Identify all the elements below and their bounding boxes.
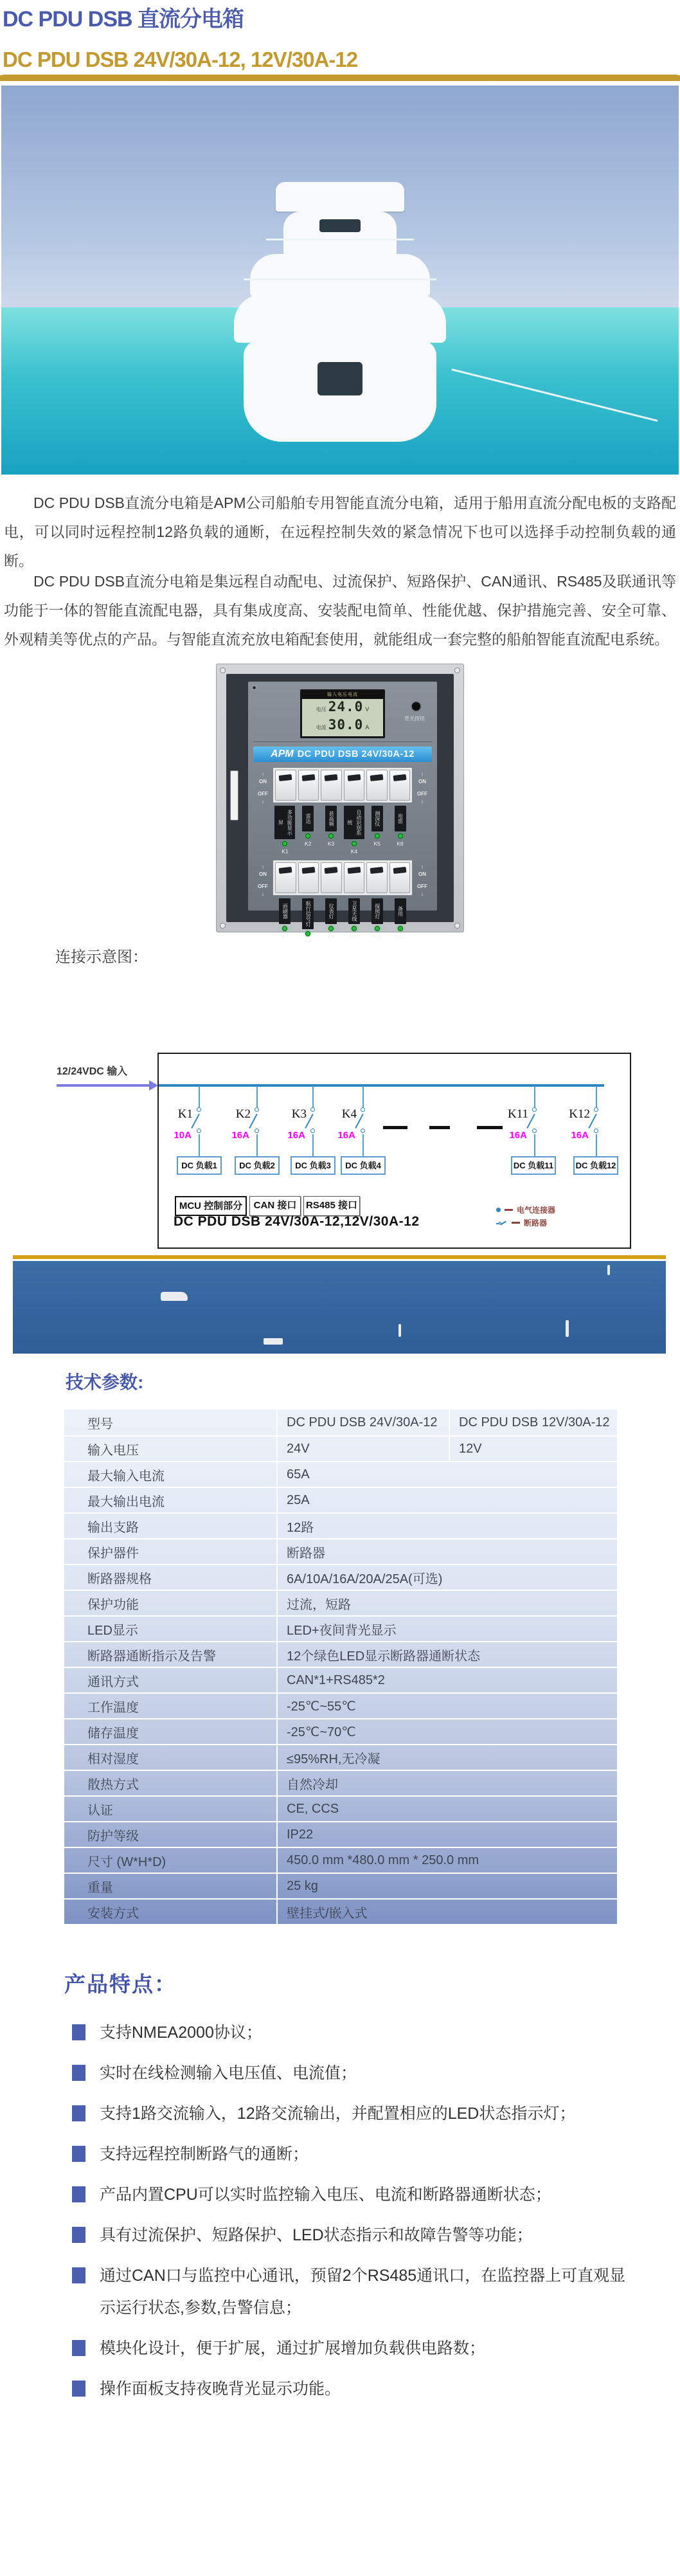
dc-bus-line bbox=[159, 1084, 604, 1087]
load-box: DC 负载2 bbox=[235, 1156, 280, 1175]
breaker-rocker bbox=[366, 770, 388, 801]
on-label: ON bbox=[418, 871, 426, 877]
on-label: ON bbox=[418, 779, 426, 785]
breaker-k3: 甚高频 K3 bbox=[321, 806, 342, 855]
on-off-legend-left bbox=[253, 860, 273, 945]
breaker-k12: 备用 K12 bbox=[389, 898, 411, 945]
load-box: DC 负载4 bbox=[341, 1156, 386, 1175]
breaker-rating: 16A bbox=[571, 1130, 589, 1141]
diagram-title: DC PDU DSB 24V/30A-12,12V/30A-12 bbox=[174, 1214, 420, 1229]
led-indicator bbox=[398, 926, 403, 931]
led-indicator bbox=[328, 926, 334, 931]
table-row: 通讯方式 CAN*1+RS485*2 bbox=[64, 1667, 617, 1692]
down-arrow-icon: ↓ bbox=[261, 798, 265, 804]
led-indicator bbox=[375, 833, 380, 839]
connection-diagram bbox=[0, 1019, 680, 1258]
breaker-symbol-icon bbox=[496, 1220, 508, 1226]
table-row: 重量 25 kg bbox=[64, 1873, 617, 1898]
list-item: 具有过流保护、短路保护、LED状态指示和故障告警等功能； bbox=[72, 2219, 644, 2251]
connector-node-icon bbox=[594, 1129, 598, 1133]
sea-banner-photo bbox=[13, 1255, 666, 1354]
breaker-rocker bbox=[321, 862, 342, 893]
branch-wire bbox=[312, 1134, 314, 1156]
breaker-k11: 探照灯 K11 bbox=[366, 898, 388, 945]
breaker-rocker bbox=[275, 770, 296, 801]
list-item: 模块化设计，便于扩展，通过扩展增加负载供电路数； bbox=[72, 2332, 644, 2364]
table-row: 保护器件 断路器 bbox=[64, 1538, 617, 1564]
table-row: 输出支路 12路 bbox=[64, 1512, 617, 1538]
connector-node-icon bbox=[310, 1107, 315, 1112]
boat-deck bbox=[250, 254, 430, 296]
sailboat-speck bbox=[398, 1324, 401, 1337]
breaker-id: K1 bbox=[177, 1107, 193, 1121]
display-section bbox=[253, 685, 432, 742]
breaker-k7: 雨刷器 K7 bbox=[274, 898, 296, 945]
boat-main-deck bbox=[234, 294, 446, 343]
bullet-square-icon bbox=[72, 2340, 85, 2356]
breaker-k10: 卫星天线 K10 bbox=[343, 898, 364, 945]
led-indicator bbox=[328, 833, 334, 839]
boat-railing bbox=[244, 278, 436, 280]
breaker-strip bbox=[273, 767, 413, 803]
screw-icon bbox=[220, 923, 226, 929]
list-item: 实时在线检测输入电压值、电流值； bbox=[72, 2057, 644, 2089]
led-indicator bbox=[352, 841, 357, 846]
load-box: DC 负载1 bbox=[177, 1156, 222, 1175]
intro-paragraph-1: DC PDU DSB直流分电箱是APM公司船舶专用智能直流分电箱，适用于船用直流分配电板的支路配电，可以同时远程控制12路负载的通断，在远程控制失效的紧急情况下也可以选择手动控制负载的通断。 bbox=[4, 494, 676, 569]
branch-wire bbox=[534, 1134, 535, 1156]
off-label: OFF bbox=[417, 884, 427, 889]
breaker-rating: 16A bbox=[287, 1130, 305, 1141]
branch-wire bbox=[534, 1086, 535, 1108]
breaker-k6: 电笛 K6 bbox=[389, 806, 411, 855]
boat-speck bbox=[161, 1292, 188, 1301]
breaker-id: K12 bbox=[569, 1107, 590, 1121]
bullet-square-icon bbox=[72, 2105, 85, 2121]
breaker-id: K2 bbox=[235, 1107, 251, 1121]
specs-heading: 技术参数: bbox=[66, 1372, 144, 1392]
table-row: 输入电压 24V 12V bbox=[64, 1435, 617, 1461]
connector-node-icon bbox=[197, 1107, 201, 1112]
up-arrow-icon: ↑ bbox=[420, 864, 424, 870]
branch-wire bbox=[596, 1086, 597, 1108]
connector-node-icon bbox=[255, 1107, 259, 1112]
boat-railing bbox=[266, 239, 414, 240]
table-row: 断路器通断指示及告警 12个绿色LED显示断路器通断状态 bbox=[64, 1641, 617, 1667]
device-bezel bbox=[226, 674, 454, 945]
on-off-legend-right bbox=[413, 767, 432, 855]
breaker-k5: 测深仪 K5 bbox=[366, 806, 388, 855]
breaker-rocker bbox=[344, 770, 365, 801]
up-arrow-icon: ↑ bbox=[261, 864, 265, 870]
branch-wire bbox=[256, 1086, 258, 1108]
bullet-square-icon bbox=[72, 2024, 85, 2040]
table-row: 储存温度 -25℃~70℃ bbox=[64, 1718, 617, 1744]
breaker-id: K3 bbox=[291, 1107, 307, 1121]
breaker-rocker bbox=[389, 862, 411, 893]
table-row: 尺寸 (W*H*D) 450.0 mm *480.0 mm * 250.0 mm bbox=[64, 1847, 617, 1873]
down-arrow-icon: ↓ bbox=[261, 891, 265, 897]
breaker-rocker bbox=[366, 862, 388, 893]
branch-wire bbox=[256, 1134, 258, 1156]
breaker-rocker bbox=[389, 770, 411, 801]
breaker-id: K4 bbox=[341, 1107, 357, 1121]
table-row: 防护等级 IP22 bbox=[64, 1821, 617, 1847]
intro-paragraph-2: DC PDU DSB直流分电箱是集远程自动配电、过流保护、短路保护、CAN通讯、RS485及联通讯等功能于一体的智能直流配电器，具有集成度高、安装配电简单、性能优越、保护措施完善、安全可靠、外观精美等优点的产品。与智能直流充放电箱配套使用，就能组成一套完整的船舶智能直流配电系统。 bbox=[4, 573, 676, 648]
screw-icon bbox=[454, 923, 460, 929]
led-indicator bbox=[352, 926, 357, 931]
led-indicator bbox=[398, 833, 403, 839]
breaker-k2: 雷达 K2 bbox=[298, 806, 319, 855]
off-label: OFF bbox=[258, 884, 268, 889]
current-value: 30.0 bbox=[328, 717, 364, 732]
bullet-square-icon bbox=[72, 2065, 85, 2081]
branch-wire bbox=[312, 1086, 314, 1108]
ellipsis-dash bbox=[429, 1126, 450, 1129]
boat-radar-arch bbox=[276, 182, 404, 212]
breaker-rating: 16A bbox=[509, 1130, 527, 1141]
table-row: 型号 DC PDU DSB 24V/30A-12 DC PDU DSB 12V/30A-12 bbox=[64, 1410, 617, 1435]
breaker-k9: 仪表灯 K9 bbox=[321, 898, 342, 945]
list-item: 产品内置CPU可以实时监控输入电压、电流和断路器通断状态； bbox=[72, 2179, 644, 2211]
features-heading: 产品特点： bbox=[64, 1972, 177, 1996]
table-row: 保护功能 过流，短路 bbox=[64, 1590, 617, 1615]
model-band-text: DC PDU DSB 24V/30A-12 bbox=[297, 749, 415, 759]
branch-wire bbox=[362, 1134, 364, 1156]
led-indicator bbox=[282, 926, 287, 931]
breaker-k1: 多功能显示屏 K1 bbox=[274, 806, 296, 855]
boat-window bbox=[319, 219, 361, 232]
connector-node-icon bbox=[197, 1129, 201, 1133]
breaker-strip bbox=[273, 860, 413, 896]
led-indicator bbox=[305, 931, 310, 936]
breaker-row-2 bbox=[253, 860, 432, 945]
breaker-rating: 10A bbox=[174, 1130, 192, 1141]
boat-speck bbox=[264, 1338, 283, 1345]
bullet-square-icon bbox=[72, 2381, 85, 2397]
current-label: 电流 bbox=[316, 725, 327, 730]
connector-node-icon bbox=[532, 1129, 537, 1133]
current-unit: A bbox=[365, 724, 370, 730]
bullet-square-icon bbox=[72, 2186, 85, 2202]
breaker-k8: 航行信号灯 K8 bbox=[298, 898, 319, 945]
voltage-label: 电压 bbox=[316, 707, 327, 712]
screw-icon bbox=[220, 667, 226, 673]
table-row: 工作温度 -25℃~55℃ bbox=[64, 1692, 617, 1718]
input-arrow-head-icon bbox=[149, 1080, 158, 1091]
breaker-rating: 16A bbox=[231, 1130, 249, 1141]
features-list bbox=[72, 2017, 644, 2413]
can-module-box: CAN 接口 bbox=[249, 1196, 301, 1216]
led-indicator bbox=[375, 926, 380, 931]
on-label: ON bbox=[259, 871, 267, 877]
backlight-button bbox=[412, 702, 420, 711]
table-row: 散热方式 自然冷却 bbox=[64, 1770, 617, 1795]
sailboat-speck bbox=[607, 1265, 610, 1275]
device-face bbox=[248, 682, 437, 945]
bullet-square-icon bbox=[72, 2267, 85, 2283]
legend-connector-label: 电气连接器 bbox=[517, 1206, 556, 1215]
ellipsis-dash bbox=[383, 1126, 407, 1129]
hero-yacht-photo bbox=[1, 86, 679, 475]
list-item: 支持NMEA2000协议； bbox=[72, 2017, 644, 2049]
branch-wire bbox=[596, 1134, 597, 1156]
on-off-legend-right bbox=[413, 860, 432, 945]
connector-node-icon bbox=[361, 1107, 365, 1112]
led-indicator bbox=[305, 833, 310, 839]
table-row: 最大输入电流 65A bbox=[64, 1461, 617, 1487]
load-box: DC 负载11 bbox=[511, 1156, 556, 1175]
legend-connector bbox=[496, 1204, 555, 1215]
connector-node-icon bbox=[361, 1129, 365, 1133]
brand-logo: APM bbox=[271, 748, 294, 759]
breaker-rocker bbox=[321, 770, 342, 801]
connector-node-icon bbox=[255, 1129, 259, 1133]
on-off-legend-left bbox=[253, 767, 273, 855]
bullet-square-icon bbox=[72, 2227, 85, 2243]
up-arrow-icon: ↑ bbox=[261, 771, 265, 777]
screw-icon bbox=[454, 667, 460, 673]
legend-dash-icon bbox=[512, 1222, 520, 1224]
sailboat-speck bbox=[566, 1320, 569, 1337]
ellipsis-dash bbox=[477, 1126, 503, 1129]
connector-node-icon bbox=[532, 1107, 537, 1112]
legend-breaker bbox=[496, 1217, 547, 1228]
breaker-id: K11 bbox=[507, 1107, 528, 1121]
branch-wire bbox=[199, 1086, 200, 1108]
off-label: OFF bbox=[417, 791, 427, 797]
breaker-rating: 16A bbox=[337, 1130, 355, 1141]
lcd-header: 输入电压电流 bbox=[302, 691, 383, 699]
on-label: ON bbox=[259, 779, 267, 785]
page-title-cn: DC PDU DSB 直流分电箱 bbox=[3, 7, 244, 32]
list-item: 通过CAN口与监控中心通讯，预留2个RS485通讯口，在监控器上可直观显示运行状态,参数,告警信息； bbox=[72, 2260, 644, 2324]
connector-node-icon bbox=[594, 1107, 598, 1112]
legend-dash-icon bbox=[505, 1209, 513, 1211]
breaker-rocker bbox=[275, 862, 296, 893]
branch-wire bbox=[199, 1134, 200, 1156]
table-row: LED显示 LED+夜间背光显示 bbox=[64, 1615, 617, 1641]
load-box: DC 负载12 bbox=[573, 1156, 618, 1175]
breaker-k4: 自动识别系统 K4 bbox=[343, 806, 364, 855]
bullet-square-icon bbox=[72, 2146, 85, 2162]
breaker-rocker bbox=[298, 770, 319, 801]
breaker-rocker bbox=[298, 862, 319, 893]
legend-breaker-label: 断路器 bbox=[524, 1219, 548, 1228]
backlight-button-label: 背光按钮 bbox=[404, 716, 425, 721]
table-row: 认证 CE, CCS bbox=[64, 1795, 617, 1821]
banner-sea-image bbox=[13, 1261, 666, 1354]
input-arrow-line bbox=[57, 1084, 152, 1087]
branch-wire bbox=[362, 1086, 364, 1108]
mcu-module-box: MCU 控制部分 bbox=[175, 1196, 247, 1216]
specs-table bbox=[64, 1410, 617, 1924]
list-item: 操作面板支持夜晚背光显示功能。 bbox=[72, 2373, 644, 2405]
down-arrow-icon: ↓ bbox=[420, 891, 424, 897]
list-item: 支持1路交流输入，12路交流输出，并配置相应的LED状态指示灯； bbox=[72, 2098, 644, 2130]
device-front-panel bbox=[216, 664, 464, 945]
model-band bbox=[253, 747, 432, 762]
down-arrow-icon: ↓ bbox=[420, 798, 424, 804]
table-row: 相对湿度 ≤95%RH,无冷凝 bbox=[64, 1744, 617, 1770]
page-title-model: DC PDU DSB 24V/30A-12, 12V/30A-12 bbox=[3, 48, 677, 76]
lcd-display bbox=[300, 689, 385, 738]
breaker-row-1 bbox=[253, 767, 432, 855]
table-row: 最大输出电流 25A bbox=[64, 1487, 617, 1512]
off-label: OFF bbox=[258, 791, 268, 797]
dc-input-label: 12/24VDC 输入 bbox=[57, 1066, 128, 1077]
rs485-module-box: RS485 接口 bbox=[303, 1196, 360, 1216]
boat-upper-cabin bbox=[283, 212, 397, 257]
connector-symbol-icon bbox=[496, 1208, 501, 1212]
list-item: 支持远程控制断路气的通断； bbox=[72, 2138, 644, 2170]
up-arrow-icon: ↑ bbox=[420, 771, 424, 777]
breaker-rocker bbox=[344, 862, 365, 893]
voltage-value: 24.0 bbox=[328, 699, 364, 714]
voltage-unit: V bbox=[365, 706, 370, 712]
led-indicator bbox=[282, 841, 287, 846]
diagram-caption: 连接示意图： bbox=[55, 948, 148, 966]
boat-windshield bbox=[318, 362, 362, 395]
title-divider-bar bbox=[0, 75, 680, 81]
connector-node-icon bbox=[310, 1129, 315, 1133]
table-row: 安装方式 壁挂式/嵌入式 bbox=[64, 1898, 617, 1924]
load-box: DC 负载3 bbox=[291, 1156, 336, 1175]
door-handle bbox=[230, 770, 238, 821]
table-row: 断路器规格 6A/10A/16A/20A/25A(可选) bbox=[64, 1564, 617, 1590]
banner-gold-line bbox=[13, 1255, 666, 1259]
